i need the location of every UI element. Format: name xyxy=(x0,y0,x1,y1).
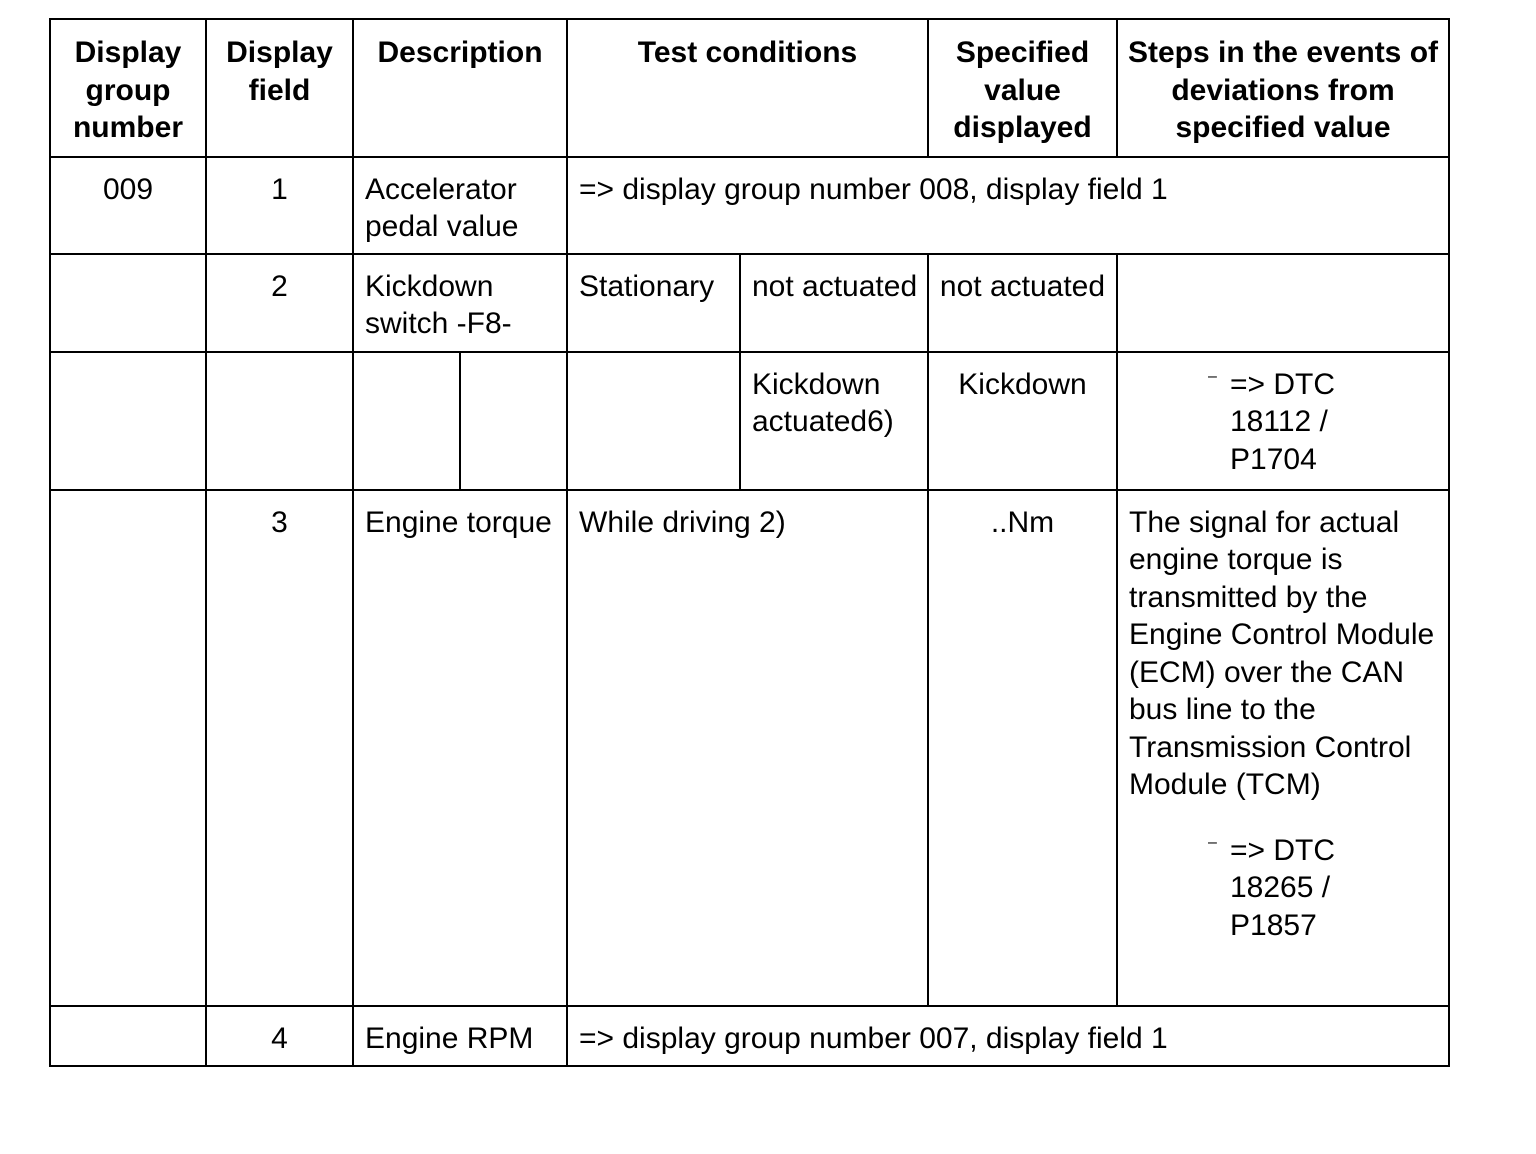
field-number-cell: 3 xyxy=(206,490,353,1006)
empty-cell xyxy=(50,352,206,490)
reference-cell: => display group number 007, display field 1 xyxy=(567,1006,1449,1066)
header-description: Description xyxy=(353,19,567,157)
header-steps: Steps in the events of deviations from specified value xyxy=(1117,19,1449,157)
field-number-cell: 1 xyxy=(206,157,353,254)
description-cell: Accelerator pedal value xyxy=(353,157,567,254)
steps-cell xyxy=(1117,352,1449,490)
dtc-line: 18265 / xyxy=(1230,871,1331,904)
group-number-cell: 009 xyxy=(50,157,206,254)
description-cell: Engine torque xyxy=(353,490,567,1006)
table-row xyxy=(50,352,1449,490)
specified-value-cell: ..Nm xyxy=(928,490,1117,1006)
empty-cell xyxy=(353,352,460,490)
table-row xyxy=(50,1006,1449,1066)
condition-cell: While driving 2) xyxy=(567,490,928,1006)
dtc-line: P1704 xyxy=(1230,442,1317,476)
empty-cell xyxy=(50,490,206,1006)
dtc-reference xyxy=(1118,366,1448,479)
condition-cell: Stationary xyxy=(567,254,740,352)
table-row xyxy=(50,157,1449,254)
dash-marker: – xyxy=(1208,833,1217,851)
dtc-line: P1857 xyxy=(1230,908,1317,942)
empty-cell xyxy=(50,254,206,352)
diagnostic-table xyxy=(49,18,1450,1067)
specified-value-cell: not actuated xyxy=(928,254,1117,352)
header-display-group: Display group number xyxy=(50,19,206,157)
field-number-cell: 2 xyxy=(206,254,353,352)
specified-value-cell: Kickdown xyxy=(928,352,1117,490)
description-cell: Engine RPM xyxy=(353,1006,567,1066)
header-row xyxy=(50,19,1449,157)
header-display-field: Display field xyxy=(206,19,353,157)
table-row xyxy=(50,254,1449,352)
empty-cell xyxy=(567,352,740,490)
dtc-line: => DTC xyxy=(1230,367,1336,401)
steps-text: The signal for actual engine torque is transmitted by the Engine Control Module (ECM) over the CAN bus line to the Transmission Control Module (TCM) xyxy=(1129,505,1435,801)
table-row xyxy=(50,490,1449,1006)
steps-cell xyxy=(1117,490,1449,1006)
empty-cell xyxy=(460,352,567,490)
description-cell: Kickdown switch -F8- xyxy=(353,254,567,352)
header-test-conditions: Test conditions xyxy=(567,19,928,157)
condition-sub-cell: not actuated xyxy=(740,254,928,352)
field-number-cell: 4 xyxy=(206,1006,353,1066)
dtc-reference xyxy=(1129,832,1442,945)
header-specified-value: Specified value displayed xyxy=(928,19,1117,157)
dtc-line: 18112 / xyxy=(1230,405,1328,438)
reference-cell: => display group number 008, display field 1 xyxy=(567,157,1449,254)
dtc-line: => DTC xyxy=(1230,833,1336,867)
empty-cell xyxy=(206,352,353,490)
dash-marker: – xyxy=(1208,367,1217,385)
steps-cell xyxy=(1117,254,1449,352)
condition-sub-cell: Kickdown actuated6) xyxy=(740,352,928,490)
empty-cell xyxy=(50,1006,206,1066)
